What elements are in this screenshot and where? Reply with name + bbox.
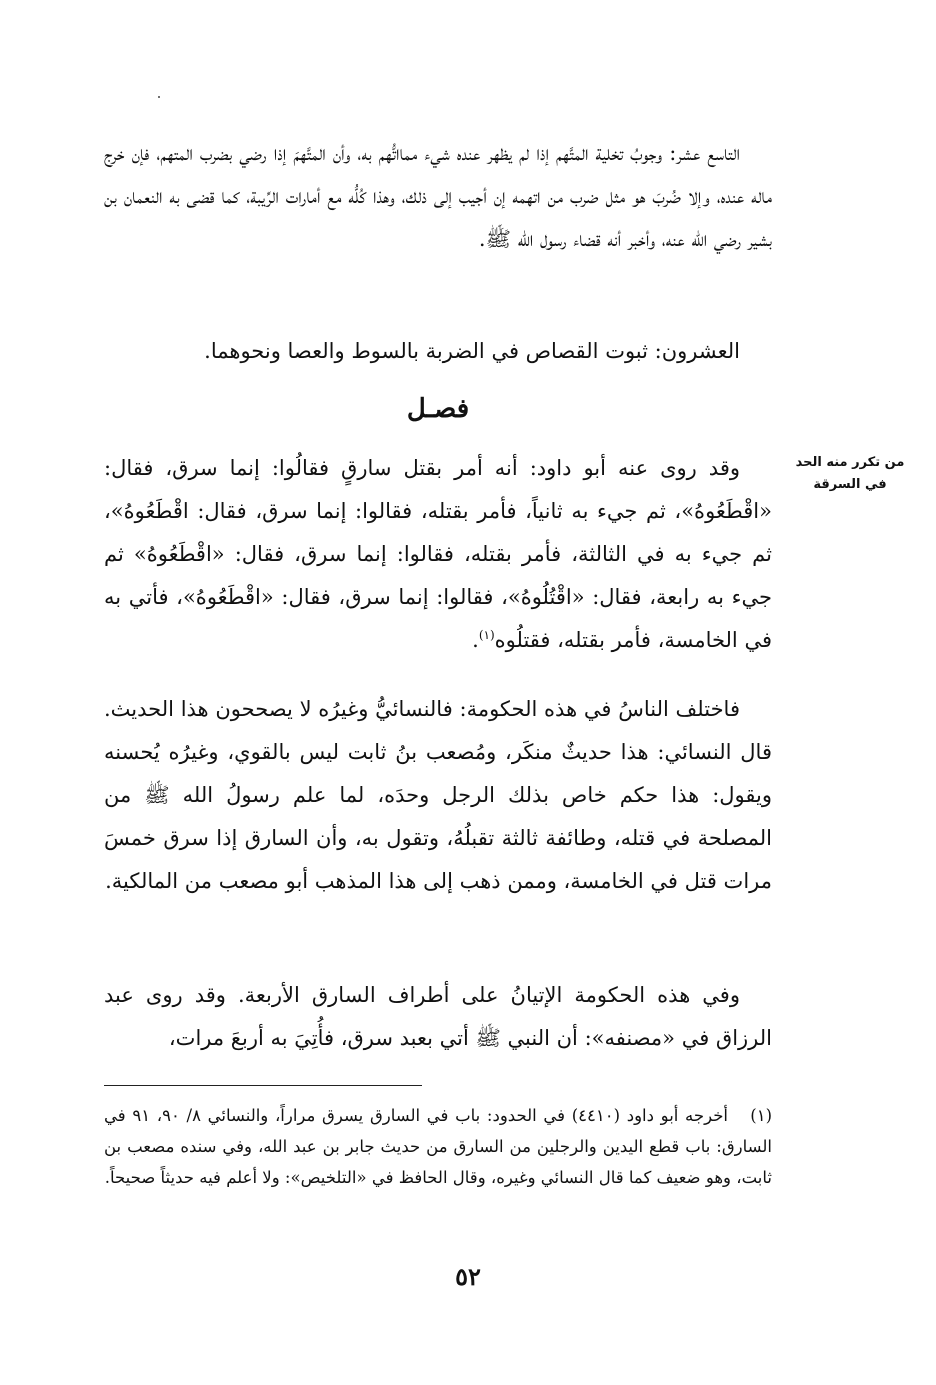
paragraph-abu-dawud-narration bbox=[104, 447, 772, 662]
footnote-text: أخرجه أبو داود (٤٤١٠) في الحدود: باب في السارق يسرق مراراً، والنسائي ٨/ ٩٠، ٩١ في السارق: باب قطع اليدين والرجلين من السارق من حديث جابر بن عبد الله، وفي سنده مصعب بن ثابت، وهو ضعيف كما قال النسائي وغيره، وقال الحافظ في «التلخيص»: ولا أعلم فيه حديثاً صحيحاً. bbox=[104, 1106, 772, 1187]
page-number: ٥٢ bbox=[455, 1262, 481, 1291]
scan-speck bbox=[158, 96, 160, 98]
paragraph-text: العشرون: ثبوت القصاص في الضربة بالسوط والعصا ونحوهما. bbox=[204, 339, 740, 363]
paragraph-text: وقد روى عنه أبو داود: أنه أمر بقتل سارقٍ فقالُوا: إنما سرق، فقال: «اقْطَعُوهُ»، ثم جيء به ثانياً، فأمر بقتله، فقالوا: إنما سرق، فقال: اقْطَعُوهُ»، ثم جيء به في الثالثة، فأمر بقتله، فقالوا: إنما سرق، فقال: «اقْطَعُوهُ» ثم جيء به رابعة، فقال: «اقْتُلُوهُ»، فقالوا: إنما سرق، فقال: «اقْطَعُوهُ»، فأتي به في الخامسة، فأمر بقتله، فقتلُوه bbox=[104, 456, 772, 652]
footnote-reference[interactable]: (١) bbox=[478, 628, 495, 642]
paragraph-text: وفي هذه الحكومة الإتيانُ على أطراف السارق الأربعة. وقد روى عبد الرزاق في «مصنفه»: أن النبي ﷺ أتي بعبد سرق، فأُتِيَ به أربعَ مرات، bbox=[104, 983, 772, 1050]
footnote bbox=[104, 1100, 772, 1193]
paragraph-text: التاسع عشر: وجوبُ تخلية المتَّهم إذا لم يظهر عنده شيء ممااتُّهم به، وأن المتَّهمَ إذا رضي بضرب المتهم، فإن خرج ماله عنده، وإلا ضُربَ هو مثل ضرب من اتهمه إن أجيب إلى ذلك، وهذا كُلُّه مع أمارات الرِّيبة، كما قضى به النعمان بن بشير رضي الله عنه، وأخبر أنه قضاء رسول الله ﷺ. bbox=[104, 141, 772, 251]
footnote-marker: (١) bbox=[750, 1106, 772, 1125]
footnote-divider bbox=[104, 1085, 422, 1086]
paragraph-scholarly-disagreement bbox=[104, 688, 772, 903]
paragraph-nineteenth-point bbox=[104, 132, 772, 261]
paragraph-four-limbs bbox=[104, 974, 772, 1060]
margin-note: من تكرر منه الحد في السرقة bbox=[795, 455, 905, 492]
paragraph-end-mark: . bbox=[472, 628, 479, 652]
paragraph-text: فاختلف الناسُ في هذه الحكومة: فالنسائيُّ وغيرُه لا يصححون هذا الحديث. قال النسائي: هذا حديثٌ منكَر، ومُصعب بنُ ثابت ليس بالقوي، وغيرُه يُحسنه ويقول: هذا حكم خاص بذلك الرجل وحدَه، لما علم رسولُ الله ﷺ من المصلحة في قتله، وطائفة ثالثة تقبلُهُ، وتقول به، وأن السارق إذا سرق خمسَ مرات قتل في الخامسة، وممن ذهب إلى هذا المذهب أبو مصعب من المالكية. bbox=[104, 697, 772, 893]
paragraph-twentieth-point bbox=[104, 330, 772, 373]
section-heading: فصـل bbox=[406, 394, 470, 424]
